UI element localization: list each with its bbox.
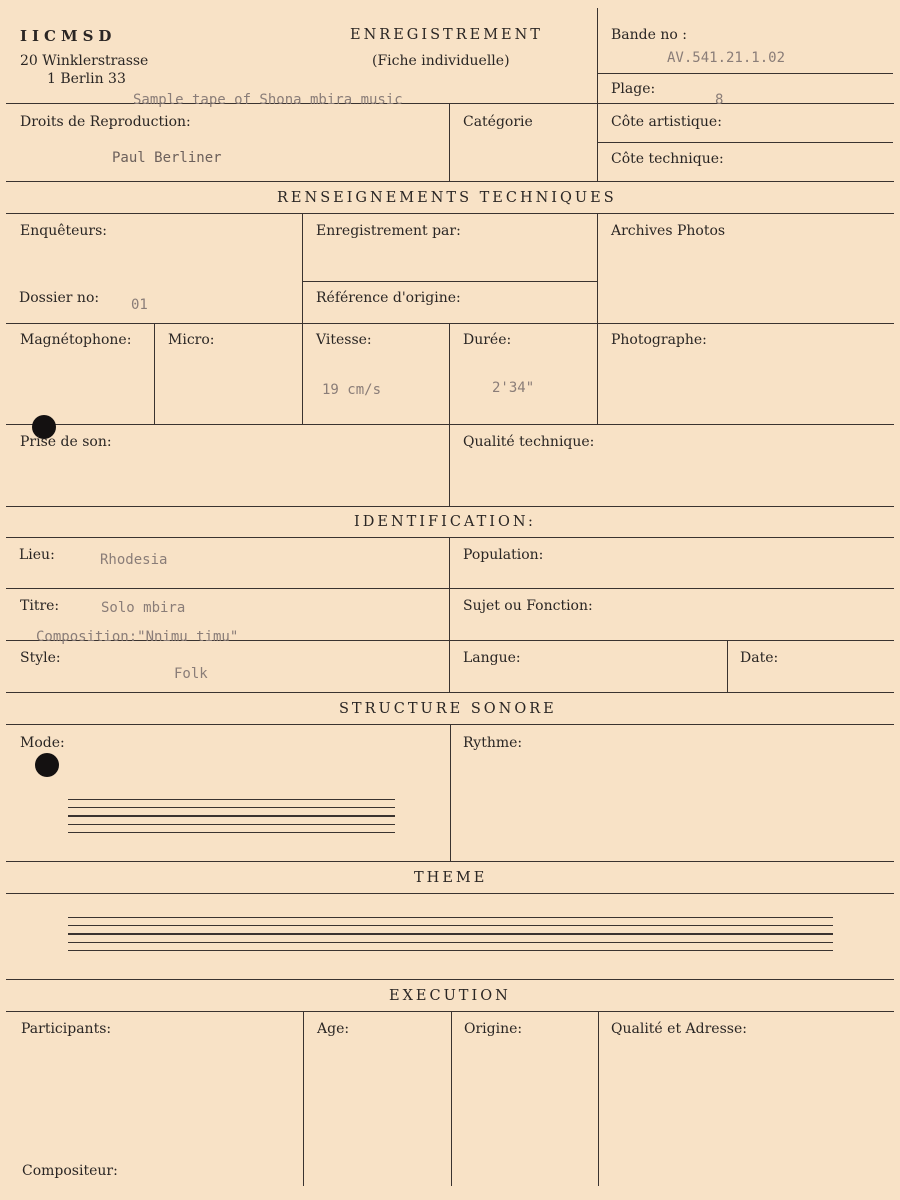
cote-artistique-label: Côte artistique:	[611, 114, 722, 130]
archives-photos-label: Archives Photos	[611, 223, 726, 239]
origine-label: Origine:	[464, 1021, 523, 1037]
vitesse-label: Vitesse:	[316, 332, 372, 348]
technical-title-rule	[6, 213, 894, 214]
mode-label: Mode:	[20, 735, 65, 751]
theme-section-title: THEME	[414, 870, 488, 886]
compositeur-label: Compositeur:	[22, 1163, 118, 1179]
address-city: 1 Berlin 33	[47, 71, 126, 87]
plage-value: 8	[715, 92, 724, 108]
qualite-adresse-label: Qualité et Adresse:	[611, 1021, 747, 1037]
theme-staff-lines	[68, 917, 833, 958]
sujet-fonction-label: Sujet ou Fonction:	[463, 598, 593, 614]
composition-value: Composition:"Nnimu timu"	[36, 629, 239, 645]
enqueteurs-label: Enquêteurs:	[20, 223, 108, 239]
plage-label: Plage:	[611, 81, 656, 97]
prise-de-son-label: Prise de son:	[20, 434, 112, 450]
titre-label: Titre:	[20, 598, 60, 614]
origine-divider	[598, 1011, 599, 1186]
punch-hole-bottom	[35, 753, 59, 777]
identification-section-title: IDENTIFICATION:	[354, 514, 536, 530]
duree-label: Durée:	[463, 332, 512, 348]
theme-title-rule	[6, 893, 894, 894]
structure-section-title: STRUCTURE SONORE	[339, 701, 557, 717]
micro-label: Micro:	[168, 332, 215, 348]
langue-label: Langue:	[463, 650, 521, 666]
magnetophone-label: Magnétophone:	[20, 332, 132, 348]
enregistrement-par-rule	[302, 281, 597, 282]
participants-label: Participants:	[21, 1021, 112, 1037]
tech-divider-left	[302, 213, 303, 323]
micro-divider	[302, 323, 303, 424]
participants-divider	[303, 1011, 304, 1186]
mode-staff-lines	[68, 799, 395, 840]
structure-bottom-rule	[6, 861, 894, 862]
style-value: Folk	[174, 666, 208, 682]
duree-divider	[597, 323, 598, 424]
style-label: Style:	[20, 650, 61, 666]
identification-bottom-rule	[6, 692, 894, 693]
titre-value: Solo mbira	[101, 600, 186, 616]
duree-value: 2'34"	[492, 380, 535, 396]
magneto-divider	[154, 323, 155, 424]
theme-bottom-rule	[6, 979, 894, 980]
tech-divider-right	[597, 213, 598, 323]
form-subtitle: (Fiche individuelle)	[372, 53, 510, 69]
bande-underline	[597, 73, 893, 74]
vitesse-value: 19 cm/s	[322, 382, 382, 398]
date-label: Date:	[740, 650, 779, 666]
vitesse-divider	[449, 323, 450, 424]
reference-label: Référence d'origine:	[316, 290, 461, 306]
categorie-divider	[449, 103, 450, 181]
execution-title-rule	[6, 1011, 894, 1012]
technical-bottom-rule	[6, 506, 894, 507]
org-logo: IICMSD	[20, 27, 117, 45]
lieu-bottom-rule	[6, 588, 894, 589]
typed-note: Sample tape of Shona mbira music	[133, 92, 403, 108]
photographe-label: Photographe:	[611, 332, 707, 348]
dossier-value: 01	[131, 297, 148, 313]
technical-section-title: RENSEIGNEMENTS TECHNIQUES	[277, 190, 617, 206]
execution-section-title: EXECUTION	[389, 988, 511, 1004]
rights-bottom-rule	[6, 181, 894, 182]
lieu-value: Rhodesia	[100, 552, 168, 568]
categorie-label: Catégorie	[463, 114, 533, 130]
lieu-label: Lieu:	[19, 547, 55, 563]
address-street: 20 Winklerstrasse	[20, 53, 149, 69]
bande-label: Bande no :	[611, 27, 687, 43]
header-divider-right	[597, 8, 598, 181]
bande-value: AV.541.21.1.02	[667, 50, 786, 66]
population-label: Population:	[463, 547, 544, 563]
age-divider	[451, 1011, 452, 1186]
mode-rythme-divider	[450, 724, 451, 861]
droits-label: Droits de Reproduction:	[20, 114, 191, 130]
cote-technique-label: Côte technique:	[611, 151, 724, 167]
enregistrement-par-label: Enregistrement par:	[316, 223, 461, 239]
dossier-label: Dossier no:	[19, 290, 100, 306]
ident-divider	[449, 537, 450, 692]
langue-date-divider	[727, 640, 728, 692]
cote-divider	[597, 142, 893, 143]
qualite-technique-label: Qualité technique:	[463, 434, 595, 450]
prise-divider	[449, 424, 450, 506]
form-title: ENREGISTREMENT	[350, 27, 543, 43]
droits-value: Paul Berliner	[112, 150, 222, 166]
rythme-label: Rythme:	[463, 735, 523, 751]
age-label: Age:	[317, 1021, 350, 1037]
